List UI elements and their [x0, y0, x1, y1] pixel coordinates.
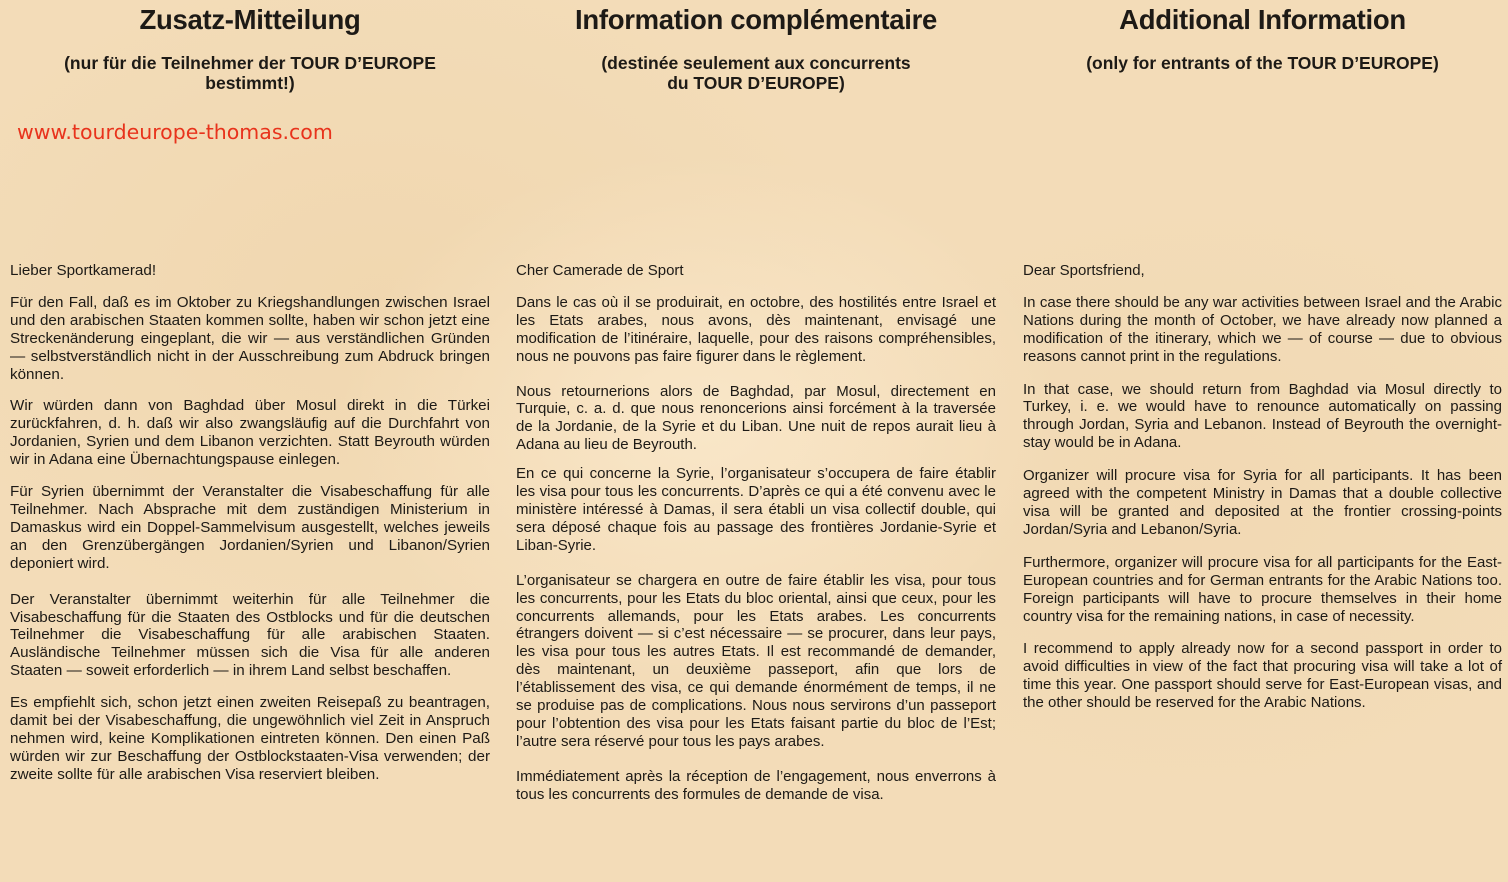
- french-paragraph-2: Nous retournerions alors de Baghdad, par Mosul, directement en Turquie, c. a. d. que nous renoncerions ainsi forcément à la traversée de la Jordanie, de la Syrie et du Liban. Une nuit de repos aurait lieu à Adana au lieu de Beyrouth.: [516, 382, 996, 454]
- english-column: [1023, 0, 1502, 712]
- english-subtitle: [1023, 53, 1502, 73]
- french-paragraph-4: L’organisateur se chargera en outre de faire établir les visa, pour tous les concurrents, pour les Etats du bloc oriental, ainsi que ceux, pour les concurrents allemands, pour les Etats arabes. Les concurrents étrangers doivent — si c’est nécessaire — se procurer, dans leur pays, les visa pour tous les autres Etats. Il est recommandé de demander, dès maintenant, un deuxième passeport, afin que lors de l’établissement des visa, ce qui demande énormément de temps, il ne se produise pas de complications. Nous nous servirons d’un passeport pour l’obtention des visa pour les Etats faisant partie du bloc de l’Est; l’autre sera réservé pour tous les pays arabes.: [516, 571, 996, 750]
- english-body: [1023, 262, 1502, 727]
- french-body: [516, 262, 996, 815]
- english-salutation: Dear Sportsfriend,: [1023, 262, 1145, 279]
- french-salutation: Cher Camerade de Sport: [516, 262, 684, 279]
- english-paragraph-5: I recommend to apply already now for a second passport in order to avoid difficulties in view of the fact that procuring visa will take a lot of time this year. One passport should serve for East-European visas, and the other should be reserved for the Arabic Nations.: [1023, 640, 1502, 712]
- german-subtitle-line1: (nur für die Teilnehmer der TOUR D’EUROPE: [64, 53, 436, 73]
- french-paragraph-1: Dans le cas où il se produirait, en octobre, des hostilités entre Israel et les Etats arabes, nous avons, dès maintenant, envisagé une modification de l’itinéraire, laquelle, pour des raisons compréhensibles, nous ne pouvons pas faire figurer dans le règlement.: [516, 293, 996, 365]
- german-paragraph-3: Für Syrien übernimmt der Veranstalter die Visabeschaffung für alle Teilnehmer. Nach Absprache mit dem zuständigen Ministerium in Damaskus wird ein Doppel-Sammelvisum ausgestellt, welches jeweils an den Grenzübergängen Jordanien/Syrien und Libanon/Syrien deponiert wird.: [10, 483, 490, 572]
- watermark-link[interactable]: www.tourdeurope-thomas.com: [17, 120, 333, 144]
- french-subtitle: [516, 53, 996, 93]
- english-title: Additional Information: [1119, 4, 1406, 35]
- german-title: Zusatz-Mitteilung: [139, 4, 361, 35]
- german-subtitle: [10, 53, 490, 93]
- french-subtitle-line1: (destinée seulement aux concurrents: [601, 53, 911, 73]
- english-subtitle-line1: (only for entrants of the TOUR D’EUROPE): [1086, 53, 1439, 73]
- english-paragraph-1: In case there should be any war activities between Israel and the Arabic Nations during the month of October, we have already now planned a modification of the itinerary, which we — of course — due to obvious reasons cannot print in the regulations.: [1023, 293, 1502, 365]
- french-title: Information complémentaire: [575, 4, 937, 35]
- english-paragraph-4: Furthermore, organizer will procure visa for all participants for the East-European countries and for German entrants for the Arabic Nations too. Foreign participants will have to procure themselves in their home country visa for the remaining nations, in case of necessity.: [1023, 553, 1502, 625]
- german-paragraph-2: Wir würden dann von Baghdad über Mosul direkt in die Türkei zurückfahren, d. h. daß wir also zwangsläufig auf die Durchfahrt von Jordanien, Syrien und dem Libanon verzichten. Statt Beyrouth würden wir in Adana eine Übernachtungspause einlegen.: [10, 397, 490, 469]
- german-paragraph-1: Für den Fall, daß es im Oktober zu Kriegshandlungen zwischen Israel und den arabischen Staaten kommen sollte, haben wir schon jetzt eine Streckenänderung eingeplant, die wir — aus verständlichen Gründen — selbstverständlich nicht in der Ausschreibung zum Abdruck bringen können.: [10, 293, 490, 383]
- french-subtitle-line2: du TOUR D’EUROPE): [667, 73, 845, 93]
- german-salutation: Lieber Sportkamerad!: [10, 262, 157, 279]
- german-paragraph-5: Es empfiehlt sich, schon jetzt einen zweiten Reisepaß zu beantragen, damit bei der Visabeschaffung, die ungewöhnlich viel Zeit in Anspruch nehmen wird, keine Komplikationen eintreten können. Den einen Paß würden wir zur Beschaffung der Ostblockstaaten-Visa verwenden; der zweite sollte für alle arabischen Visa reserviert bleiben.: [10, 694, 490, 783]
- german-body: [10, 262, 490, 798]
- french-paragraph-5: Immédiatement après la réception de l’engagement, nous enverrons à tous les concurrents des formules de demande de visa.: [516, 767, 996, 803]
- german-subtitle-line2: bestimmt!): [205, 73, 295, 93]
- french-column: [516, 0, 996, 803]
- english-paragraph-3: Organizer will procure visa for Syria for all participants. It has been agreed with the competent Ministry in Damas that a double collective visa will be granted and deposited at the frontier crossing-points Jordan/Syria and Lebanon/Syria.: [1023, 467, 1502, 538]
- french-paragraph-3: En ce qui concerne la Syrie, l’organisateur s’occupera de faire établir les visa pour tous les concurrents. D’après ce qui a été convenu avec le ministère intéressé à Damas, il sera établi un visa collectif double, qui sera déposé chaque fois au passage des frontières Jordanie-Syrie et Liban-Syrie.: [516, 465, 996, 554]
- german-paragraph-4: Der Veranstalter übernimmt weiterhin für alle Teilnehmer die Visabeschaffung für die Staaten des Ostblocks und für die deutschen Teilnehmer die Visabeschaffung für alle arabischen Staaten. Ausländische Teilnehmer müssen sich die Visa für alle anderen Staaten — soweit erforderlich — in ihrem Land selbst beschaffen.: [10, 590, 490, 680]
- english-paragraph-2: In that case, we should return from Baghdad via Mosul directly to Turkey, i. e. we would have to renounce automatically on passing through Jordan, Syria and Lebanon. Instead of Beyrouth the overnight-stay would be in Adana.: [1023, 380, 1502, 452]
